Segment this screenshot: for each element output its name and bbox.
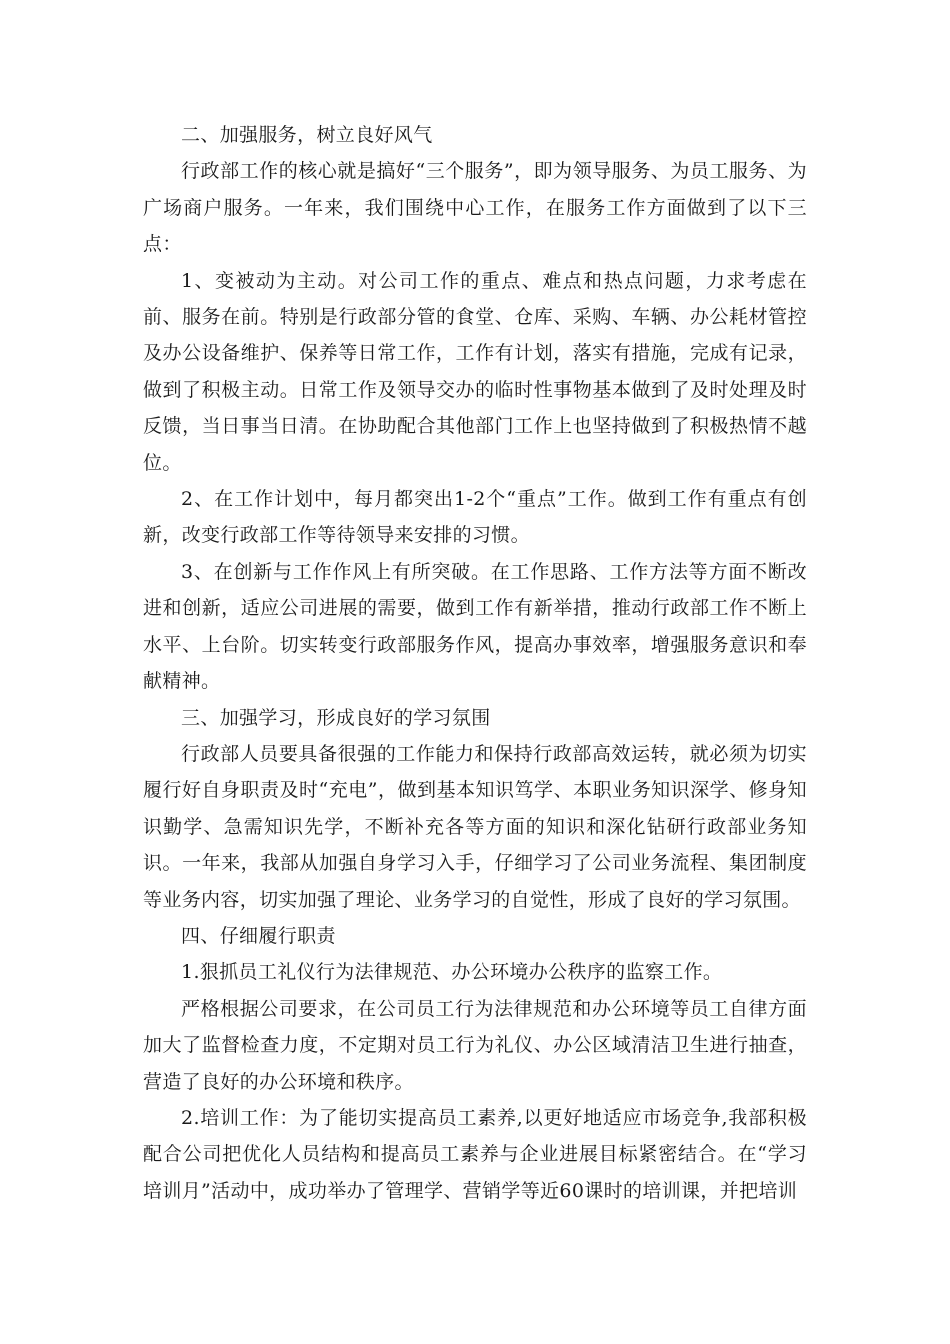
document-body [143,117,807,1209]
paragraph-point-1: 1、变被动为主动。对公司工作的重点、难点和热点问题，力求考虑在前、服务在前。特别是行政部分管的食堂、仓库、采购、车辆、办公耗材管控及办公设备维护、保养等日常工作，工作有计划，落实有措施，完成有记录，做到了积极主动。日常工作及领导交办的临时性事物基本做到了及时处理及时反馈，当日事当日清。在协助配合其他部门工作上也坚持做到了积极热情不越位。 [143,269,807,474]
section-heading-service: 二、加强服务，树立良好风气 [181,124,433,146]
paragraph-duty-1-body: 严格根据公司要求，在公司员工行为法律规范和办公环境等员工自律方面加大了监督检查力度，不定期对员工行为礼仪、办公区域清洁卫生进行抽查，营造了良好的办公环境和秩序。 [143,997,807,1093]
paragraph-point-2: 2、在工作计划中，每月都突出1-2个“重点”工作。做到工作有重点有创新，改变行政部工作等待领导来安排的习惯。 [143,488,807,547]
section-heading-duties: 四、仔细履行职责 [181,924,336,947]
paragraph-three-services: 行政部工作的核心就是搞好“三个服务”，即为领导服务、为员工服务、为广场商户服务。一年来，我们围绕中心工作，在服务工作方面做到了以下三点： [143,160,807,256]
paragraph-duty-2-training: 2.培训工作：为了能切实提高员工素养,以更好地适应市场竞争,我部积极配合公司把优化人员结构和提高员工素养与企业进展目标紧密结合。在“学习培训月”活动中，成功举办了管理学、营销学等近60课时的培训课，并把培训 [143,1106,807,1202]
paragraph-duty-1-title: 1.狠抓员工礼仪行为法律规范、办公环境办公秩序的监察工作。 [181,961,723,984]
section-heading-learning: 三、加强学习，形成良好的学习氛围 [181,706,491,729]
paragraph-learning: 行政部人员要具备很强的工作能力和保持行政部高效运转，就必须为切实履行好自身职责及时“充电”，做到基本知识笃学、本职业务知识深学、修身知识勤学、急需知识先学，不断补充各等方面的知识和深化钻研行政部业务知识。一年来，我部从加强自身学习入手，仔细学习了公司业务流程、集团制度等业务内容，切实加强了理论、业务学习的自觉性，形成了良好的学习氛围。 [143,742,807,911]
paragraph-point-3: 3、在创新与工作作风上有所突破。在工作思路、工作方法等方面不断改进和创新，适应公司进展的需要，做到工作有新举措，推动行政部工作不断上水平、上台阶。切实转变行政部服务作风，提高办事效率，增强服务意识和奉献精神。 [143,560,807,693]
